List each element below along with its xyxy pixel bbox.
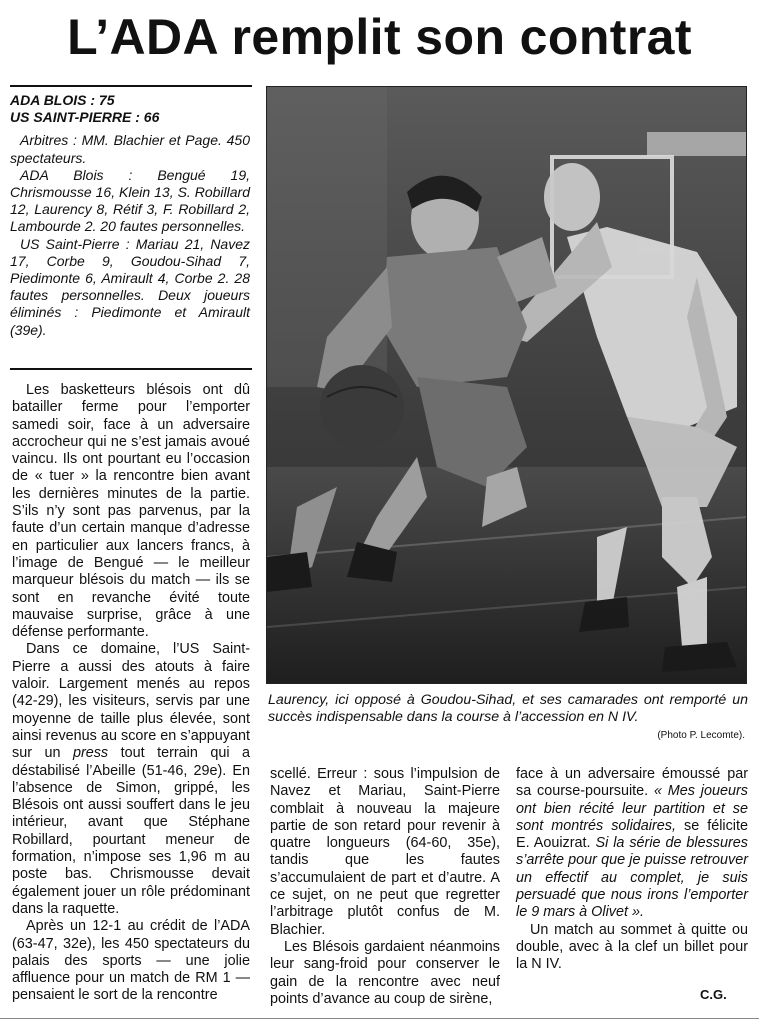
article-paragraph: Un match au sommet à quitte ou double, avec à la clef un billet pour la N IV. bbox=[516, 921, 748, 973]
photo-credit: (Photo P. Lecomte). bbox=[657, 730, 745, 741]
quote-text: « Mes joueurs ont bien récité leur partition et se sont montrés solidaires, bbox=[516, 783, 748, 834]
article-text: face à un adversaire émoussé par sa course-poursuite. bbox=[516, 766, 748, 800]
article-text: tout terrain qui a déstabilisé l’Abeille (51-46, 29e). En l’absence de Simon, grippé, les Blésois ont aussi souffert dans le jeu intérieur, avant que Stéphane Robillard, pourtant meneur de formation, n’impose ses 1,96 m au poste bas. Chrismousse devait également jouer un rôle prédominant dans la raquette. bbox=[12, 745, 251, 917]
article-column-2 bbox=[270, 766, 500, 1008]
basketball-photo-image bbox=[267, 87, 747, 684]
scorebox-bottom-rule bbox=[10, 368, 252, 370]
article-text: Dans ce domaine, l’US Saint-Pierre a aussi des atouts à faire valoir. Largement menés au repos (42-29), les visiteurs, servis par une moyenne de taille plus élevée, sont ainsi revenus au score en s’appuyant sur un bbox=[12, 641, 250, 762]
page-bottom-rule bbox=[0, 1018, 759, 1019]
news-photo bbox=[266, 86, 747, 684]
author-signature: C.G. bbox=[700, 987, 727, 1002]
ada-lineup: ADA Blois : Bengué 19, Chrismousse 16, Klein 13, S. Robillard 12, Laurency 8, Rétif 3, F. Robillard 2, Lambourde 2. 20 fautes personnelles. bbox=[10, 166, 250, 235]
usp-lineup: US Saint-Pierre : Mariau 21, Navez 17, Corbe 9, Goudou-Sihad 7, Piedimonte 6, Amirault 4, Corbe 2. 28 fautes personnelles. Deux joueurs éliminés : Piedimonte et Amirault (39e). bbox=[10, 235, 250, 338]
article-paragraph: scellé. Erreur : sous l’impulsion de Navez et Mariau, Saint-Pierre comblait à nouveau la majeure partie de son retard pour revenir à quatre longueurs (64-60, 35e), tandis que les fautes s’accumulaient de part et d’autre. A ce sujet, on ne peut que regretter l’arbitrage plutôt confus de M. Blachier. bbox=[270, 766, 500, 938]
scorebox bbox=[10, 92, 250, 339]
photo-caption: Laurency, ici opposé à Goudou-Sihad, et ses camarades ont remporté un succès indispensable dans la course à l’accession en N IV. bbox=[268, 692, 748, 725]
article-paragraph bbox=[516, 766, 748, 922]
referees-attendance: Arbitres : MM. Blachier et Page. 450 spectateurs. bbox=[10, 132, 250, 166]
article-column-3 bbox=[516, 766, 748, 974]
score-away: US SAINT-PIERRE : 66 bbox=[10, 109, 160, 126]
article-paragraph: Les Blésois gardaient néanmoins leur sang-froid pour conserver le gain de la rencontre avec neuf points d’avance au coup de sirène, bbox=[270, 938, 500, 1007]
article-text: se félicite E. Aouizrat. bbox=[516, 817, 748, 852]
article-paragraph: Les basketteurs blésois ont dû batailler ferme pour l’emporter samedi soir, face à un adversaire accrocheur qui ne s’est jamais avoué vaincu. Ils ont pourtant eu l’occasion de « tuer » la rencontre bien avant les dernières minutes de la partie. S’ils n’y sont pas parvenus, par la faute d’un certain manque d’adresse en particulier aux lancers francs, à l’image de Bengué — le meilleur marqueur blésois du match — ils se sont en revanche évité toute mauvaise surprise, grâce à une défense performante. bbox=[12, 382, 250, 641]
article-paragraph bbox=[12, 641, 250, 918]
article-paragraph: Après un 12-1 au crédit de l’ADA (63-47, 32e), les 450 spectateurs du palais des sports — une jolie affluence pour un match de RM 1 — pensaient le sort de la rencontre bbox=[12, 918, 250, 1004]
headline: L’ADA remplit son contrat bbox=[67, 9, 692, 65]
article-italic-term: press bbox=[72, 745, 109, 762]
article-column-1 bbox=[12, 382, 250, 1005]
scorebox-top-rule bbox=[10, 85, 252, 87]
score-home: ADA BLOIS : 75 bbox=[10, 92, 115, 108]
quote-text: Si la série de blessures s’arrête pour que je puisse retrouver un effectif au complet, je suis persuadé que nous irons l’emporter le 9 mars à Olivet ». bbox=[516, 835, 748, 921]
